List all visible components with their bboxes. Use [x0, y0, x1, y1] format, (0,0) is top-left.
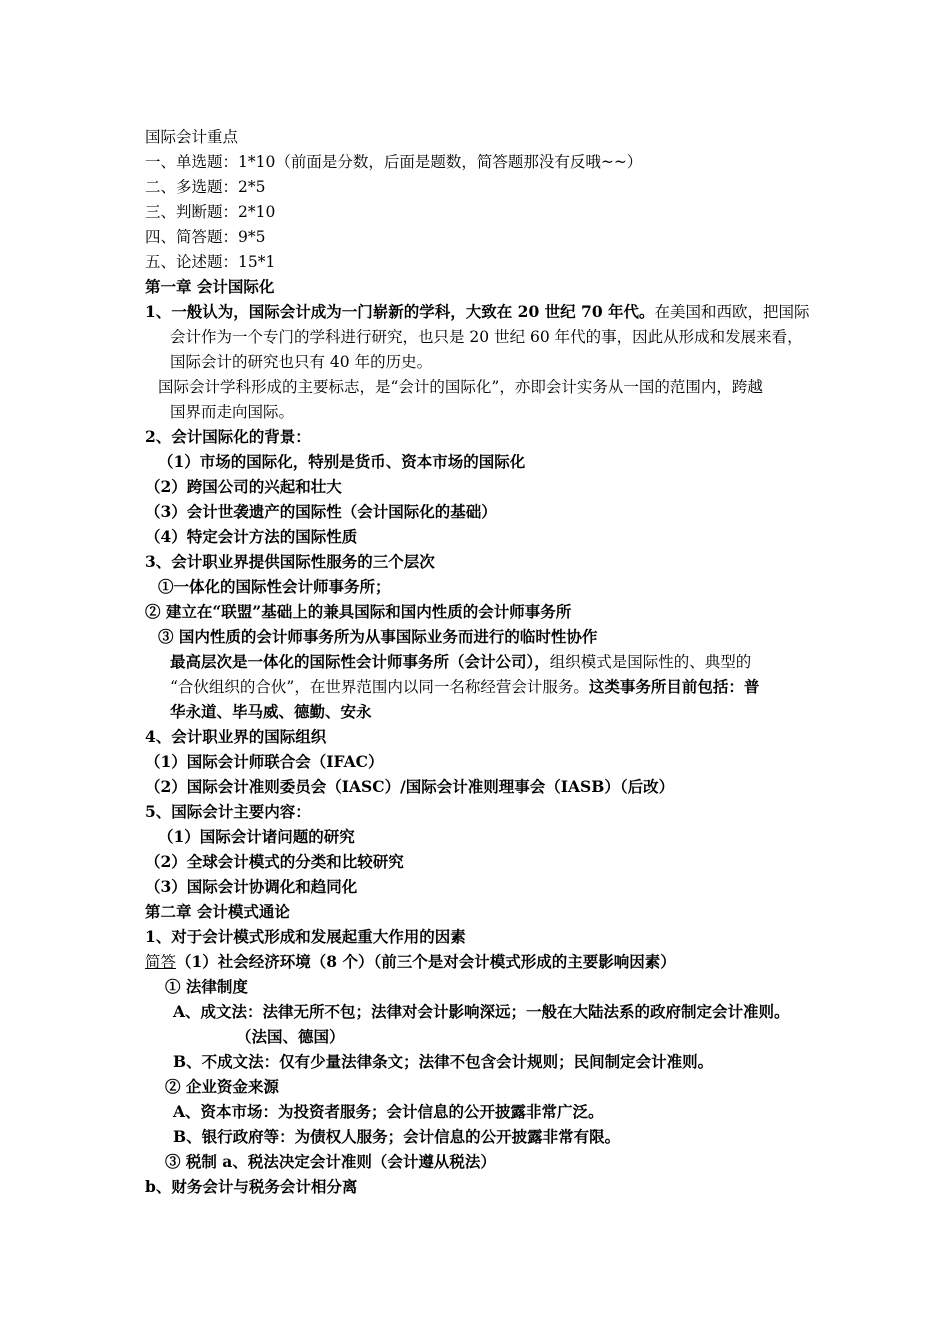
ch1-section4-item-1: （1）国际会计师联合会（IFAC）	[145, 752, 384, 771]
ch1-para2-line1: 国际会计学科形成的主要标志，是“会计的国际化”，亦即会计实务从一国的范围内，跨越	[158, 378, 763, 396]
law-written: A、成文法：法律无所不包；法律对会计影响深远；一般在大陆法系的政府制定会计准则。	[173, 1002, 790, 1021]
fund-bank-government: B、银行政府等：为债权人服务；会计信息的公开披露非常有限。	[173, 1127, 621, 1146]
ch1-section3-note-line3: 华永道、毕马威、德勤、安永	[170, 702, 372, 721]
ch1-section3-note-bold: 最高层次是一体化的国际性会计师事务所（会计公司），	[170, 652, 550, 671]
tax-system: ③ 税制 a、税法决定会计准则（会计遵从税法）	[165, 1152, 496, 1171]
ch1-section4-heading: 4、会计职业界的国际组织	[145, 727, 327, 746]
chapter1-heading: 第一章 会计国际化	[145, 277, 275, 296]
ch1-para1-bold: 1、一般认为，国际会计成为一门崭新的学科，大致在 20 世纪 70 年代。	[145, 302, 655, 321]
ch1-para1-line1	[145, 301, 810, 323]
ch2-section1-heading: 1、对于会计模式形成和发展起重大作用的因素	[145, 927, 466, 946]
ch1-section3-note-line2-bold: 这类事务所目前包括：普	[588, 677, 760, 696]
doc-title: 国际会计重点	[145, 128, 239, 146]
ch1-section3-note-line1	[170, 651, 751, 673]
ch1-section2-item-4: （4）特定会计方法的国际性质	[145, 527, 358, 546]
ch1-section3-heading: 3、会计职业界提供国际性服务的三个层次	[145, 552, 435, 571]
fund-source: ② 企业资金来源	[165, 1077, 279, 1096]
ch1-section3-note-rest: 组织模式是国际性的、典型的	[549, 653, 752, 671]
ch1-section2-item-3: （3）会计世袭遗产的国际性（会计国际化的基础）	[145, 502, 497, 521]
ch1-para1-rest: 在美国和西欧，把国际	[654, 303, 810, 321]
ch1-section5-item-2: （2）全球会计模式的分类和比较研究	[145, 852, 404, 871]
ch1-section5-item-1: （1）国际会计诸问题的研究	[158, 827, 355, 846]
fund-capital-market: A、资本市场：为投资者服务；会计信息的公开披露非常广泛。	[173, 1102, 604, 1121]
exam-line-3: 三、判断题：2*10	[145, 203, 276, 221]
exam-line-2: 二、多选题：2*5	[145, 178, 266, 196]
exam-line-1: 一、单选题：1*10（前面是分数，后面是题数，简答题那没有反哦~~）	[145, 153, 643, 171]
ch1-section3-item-3: ③ 国内性质的会计师事务所为从事国际业务而进行的临时性协作	[158, 627, 598, 646]
chapter2-heading: 第二章 会计模式通论	[145, 902, 290, 921]
exam-line-4: 四、简答题：9*5	[145, 228, 266, 246]
ch1-section3-note-line2-plain: “合伙组织的合伙”，在世界范围内以同一名称经营会计服务。	[170, 678, 589, 696]
ch1-para2-line2: 国界而走向国际。	[170, 403, 295, 421]
exam-line-5: 五、论述题：15*1	[145, 253, 276, 271]
jianda-label: 简答	[145, 953, 177, 971]
ch2-section1-line	[145, 951, 676, 973]
ch1-section2-item-2: （2）跨国公司的兴起和壮大	[145, 477, 342, 496]
ch1-para1-line2: 会计作为一个专门的学科进行研究，也只是 20 世纪 60 年代的事，因此从形成和发展来看，	[170, 328, 803, 346]
ch2-section1-text: （1）社会经济环境（8 个）（前三个是对会计模式形成的主要影响因素）	[176, 952, 676, 971]
ch1-section3-note-line2	[170, 676, 759, 698]
ch1-section3-item-2: ② 建立在“联盟”基础上的兼具国际和国内性质的会计师事务所	[145, 602, 572, 621]
law-written-examples: （法国、德国）	[236, 1027, 345, 1046]
law-unwritten: B、不成文法：仅有少量法律条文；法律不包含会计规则；民间制定会计准则。	[173, 1052, 714, 1071]
ch1-para1-line3: 国际会计的研究也只有 40 年的历史。	[170, 353, 433, 371]
ch1-section3-item-1: ①一体化的国际性会计师事务所；	[158, 577, 391, 596]
ch1-section2-item-1: （1）市场的国际化，特别是货币、资本市场的国际化	[158, 452, 526, 471]
ch1-section5-item-3: （3）国际会计协调化和趋同化	[145, 877, 358, 896]
tax-separation: b、财务会计与税务会计相分离	[145, 1177, 358, 1196]
law-system: ① 法律制度	[165, 977, 248, 996]
ch1-section4-item-2: （2）国际会计准则委员会（IASC）/国际会计准则理事会（IASB）（后改）	[145, 777, 675, 796]
ch1-section5-heading: 5、国际会计主要内容：	[145, 802, 311, 821]
ch1-section2-heading: 2、会计国际化的背景：	[145, 427, 311, 446]
